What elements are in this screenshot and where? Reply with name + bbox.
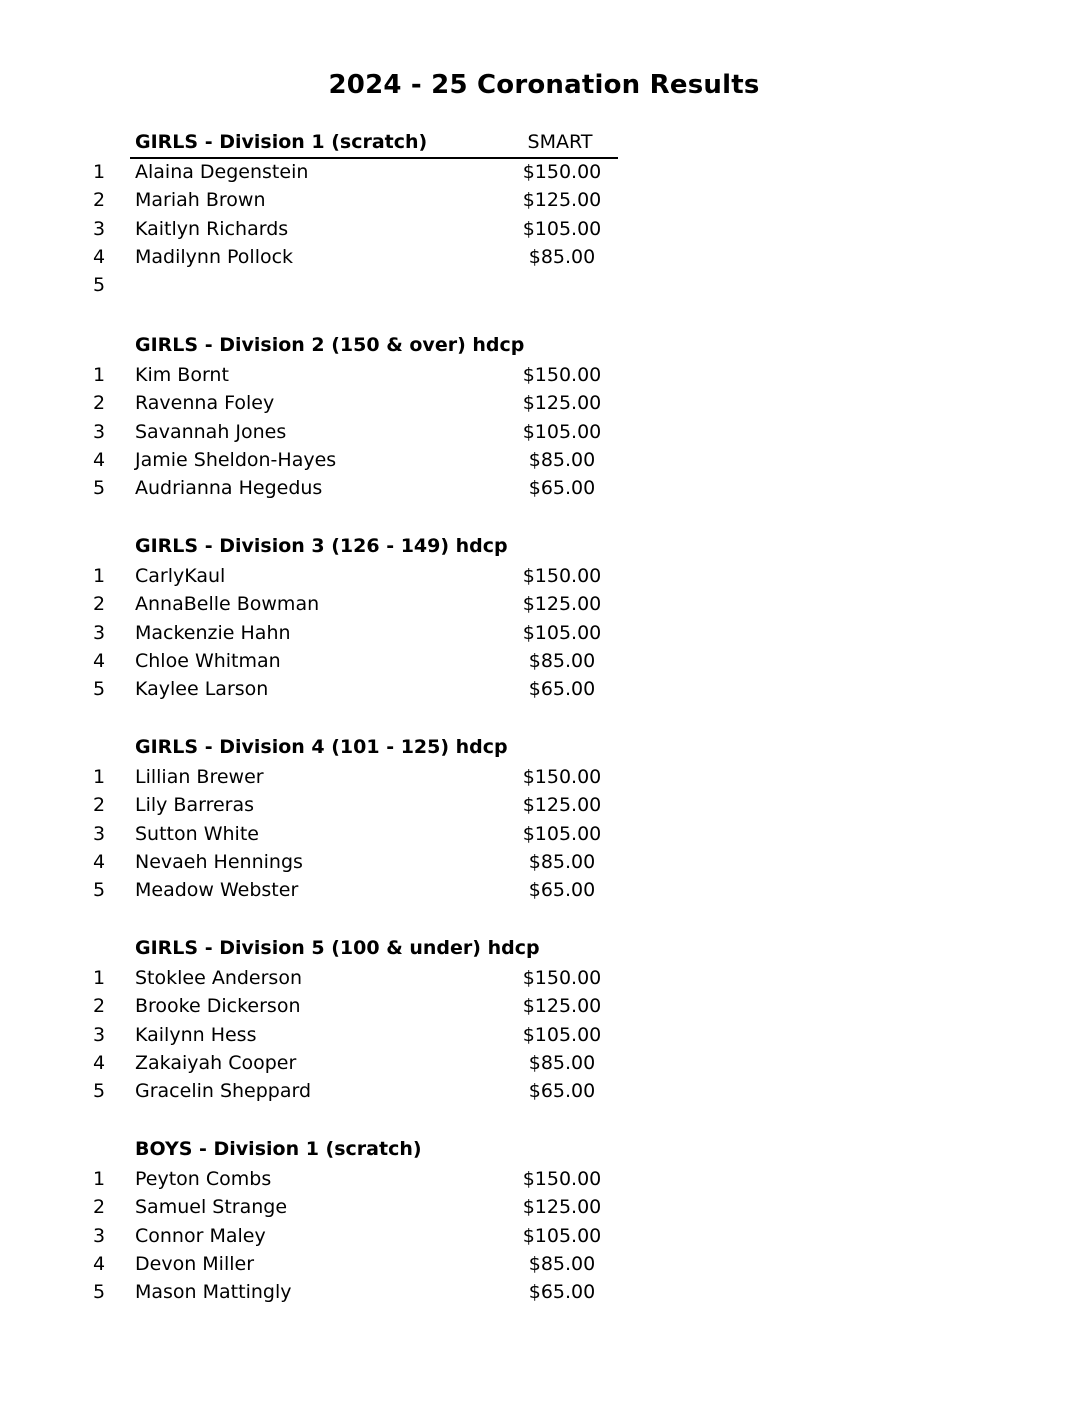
- result-row: [0, 619, 1088, 647]
- section-header: [0, 1135, 1088, 1165]
- prize-amount: $125.00: [522, 189, 602, 212]
- rank: 2: [92, 189, 106, 212]
- results-section: [0, 331, 1088, 502]
- prize-amount: $85.00: [528, 1252, 596, 1275]
- results-section: [0, 733, 1088, 904]
- bowler-name: Lily Barreras: [135, 794, 255, 817]
- rank: 1: [92, 967, 106, 989]
- rank: 4: [92, 649, 106, 672]
- bowler-name: Gracelin Sheppard: [135, 1080, 312, 1103]
- results-section: [0, 1135, 1088, 1306]
- bowler-name: Kailynn Hess: [135, 1023, 257, 1046]
- rank: 3: [92, 1224, 106, 1247]
- section-header: [0, 331, 1088, 361]
- rank: 1: [92, 1168, 106, 1190]
- bowler-name: Connor Maley: [135, 1224, 266, 1247]
- result-row: [0, 1021, 1088, 1049]
- bowler-name: Chloe Whitman: [135, 649, 281, 672]
- result-row: [0, 1250, 1088, 1278]
- result-row: [0, 964, 1088, 992]
- rank: 2: [92, 1196, 106, 1219]
- prize-amount: $85.00: [528, 649, 596, 672]
- result-row: [0, 590, 1088, 618]
- section-header: [0, 532, 1088, 562]
- result-row: [0, 1165, 1088, 1193]
- prize-amount: $105.00: [522, 621, 602, 644]
- section-title: GIRLS - Division 2 (150 & over) hdcp: [135, 334, 525, 356]
- section-title: BOYS - Division 1 (scratch): [135, 1138, 422, 1160]
- result-row: [0, 763, 1088, 791]
- rank: 3: [92, 420, 106, 443]
- result-row: [0, 215, 1088, 243]
- prize-amount: $105.00: [522, 1224, 602, 1247]
- rank: 2: [92, 995, 106, 1018]
- section-title: GIRLS - Division 4 (101 - 125) hdcp: [135, 736, 508, 758]
- section-header: [0, 733, 1088, 763]
- bowler-name: Mason Mattingly: [135, 1281, 292, 1304]
- prize-amount: $150.00: [522, 565, 602, 587]
- prize-amount: $125.00: [522, 995, 602, 1018]
- result-row: [0, 186, 1088, 214]
- prize-amount: $85.00: [528, 245, 596, 268]
- results-section: [0, 532, 1088, 703]
- bowler-name: Devon Miller: [135, 1252, 255, 1275]
- bowler-name: Kaitlyn Richards: [135, 217, 289, 240]
- result-row: [0, 1049, 1088, 1077]
- result-row: [0, 474, 1088, 502]
- prize-amount: $65.00: [528, 879, 596, 902]
- result-row: [0, 992, 1088, 1020]
- rank: 5: [92, 274, 106, 297]
- prize-amount: $65.00: [528, 1281, 596, 1304]
- rank: 4: [92, 850, 106, 873]
- bowler-name: Kim Bornt: [135, 364, 229, 386]
- result-row: [0, 271, 1088, 299]
- prize-amount: $85.00: [528, 1051, 596, 1074]
- prize-amount: $150.00: [522, 364, 602, 386]
- rank: 5: [92, 879, 106, 902]
- rank: 5: [92, 1080, 106, 1103]
- bowler-name: Mackenzie Hahn: [135, 621, 291, 644]
- bowler-name: Mariah Brown: [135, 189, 266, 212]
- rank: 1: [92, 766, 106, 788]
- result-row: [0, 418, 1088, 446]
- result-row: [0, 1222, 1088, 1250]
- result-row: [0, 158, 1088, 186]
- rank: 2: [92, 794, 106, 817]
- section-title: GIRLS - Division 3 (126 - 149) hdcp: [135, 535, 508, 557]
- result-row: [0, 446, 1088, 474]
- rank: 1: [92, 161, 106, 183]
- bowler-name: Stoklee Anderson: [135, 967, 303, 989]
- bowler-name: Kaylee Larson: [135, 678, 269, 701]
- rank: 4: [92, 1252, 106, 1275]
- result-row: [0, 562, 1088, 590]
- bowler-name: Meadow Webster: [135, 879, 299, 902]
- prize-amount: $105.00: [522, 1023, 602, 1046]
- bowler-name: Peyton Combs: [135, 1168, 272, 1190]
- rank: 5: [92, 678, 106, 701]
- bowler-name: Audrianna Hegedus: [135, 477, 323, 500]
- result-row: [0, 820, 1088, 848]
- result-row: [0, 361, 1088, 389]
- section-title: GIRLS - Division 5 (100 & under) hdcp: [135, 937, 540, 959]
- prize-amount: $125.00: [522, 794, 602, 817]
- bowler-name: AnnaBelle Bowman: [135, 593, 320, 616]
- prize-amount: $65.00: [528, 678, 596, 701]
- result-row: [0, 389, 1088, 417]
- bowler-name: Nevaeh Hennings: [135, 850, 303, 873]
- rank: 2: [92, 392, 106, 415]
- result-row: [0, 1278, 1088, 1306]
- results-section: [0, 934, 1088, 1105]
- bowler-name: Lillian Brewer: [135, 766, 264, 788]
- prize-amount: $105.00: [522, 822, 602, 845]
- result-row: [0, 876, 1088, 904]
- prize-amount: $105.00: [522, 217, 602, 240]
- page-title: 2024 - 25 Coronation Results: [328, 70, 760, 100]
- bowler-name: Brooke Dickerson: [135, 995, 301, 1018]
- rank: 3: [92, 1023, 106, 1046]
- prize-amount: $85.00: [528, 850, 596, 873]
- rank: 1: [92, 364, 106, 386]
- prize-amount: $125.00: [522, 1196, 602, 1219]
- rank: 3: [92, 621, 106, 644]
- bowler-name: Savannah Jones: [135, 420, 287, 443]
- prize-amount: $125.00: [522, 593, 602, 616]
- rank: 4: [92, 1051, 106, 1074]
- prize-amount: $85.00: [528, 448, 596, 471]
- section-header: [0, 128, 1088, 158]
- result-row: [0, 1193, 1088, 1221]
- rank: 3: [92, 217, 106, 240]
- section-title: GIRLS - Division 1 (scratch): [135, 131, 428, 153]
- bowler-name: Sutton White: [135, 822, 259, 845]
- prize-amount: $125.00: [522, 392, 602, 415]
- column-header: SMART: [527, 131, 593, 153]
- bowler-name: Samuel Strange: [135, 1196, 288, 1219]
- prize-amount: $150.00: [522, 967, 602, 989]
- bowler-name: Alaina Degenstein: [135, 161, 309, 183]
- prize-amount: $150.00: [522, 161, 602, 183]
- rank: 3: [92, 822, 106, 845]
- prize-amount: $65.00: [528, 1080, 596, 1103]
- rank: 4: [92, 448, 106, 471]
- result-row: [0, 791, 1088, 819]
- section-header: [0, 934, 1088, 964]
- result-row: [0, 848, 1088, 876]
- result-row: [0, 1077, 1088, 1105]
- prize-amount: $65.00: [528, 477, 596, 500]
- results-section: [0, 128, 1088, 299]
- bowler-name: CarlyKaul: [135, 565, 226, 587]
- result-row: [0, 675, 1088, 703]
- bowler-name: Zakaiyah Cooper: [135, 1051, 297, 1074]
- prize-amount: $105.00: [522, 420, 602, 443]
- bowler-name: Jamie Sheldon-Hayes: [135, 448, 337, 471]
- prize-amount: $150.00: [522, 1168, 602, 1190]
- result-row: [0, 243, 1088, 271]
- bowler-name: Ravenna Foley: [135, 392, 275, 415]
- rank: 5: [92, 477, 106, 500]
- rank: 4: [92, 245, 106, 268]
- rank: 5: [92, 1281, 106, 1304]
- bowler-name: Madilynn Pollock: [135, 245, 294, 268]
- result-row: [0, 647, 1088, 675]
- prize-amount: $150.00: [522, 766, 602, 788]
- rank: 1: [92, 565, 106, 587]
- rank: 2: [92, 593, 106, 616]
